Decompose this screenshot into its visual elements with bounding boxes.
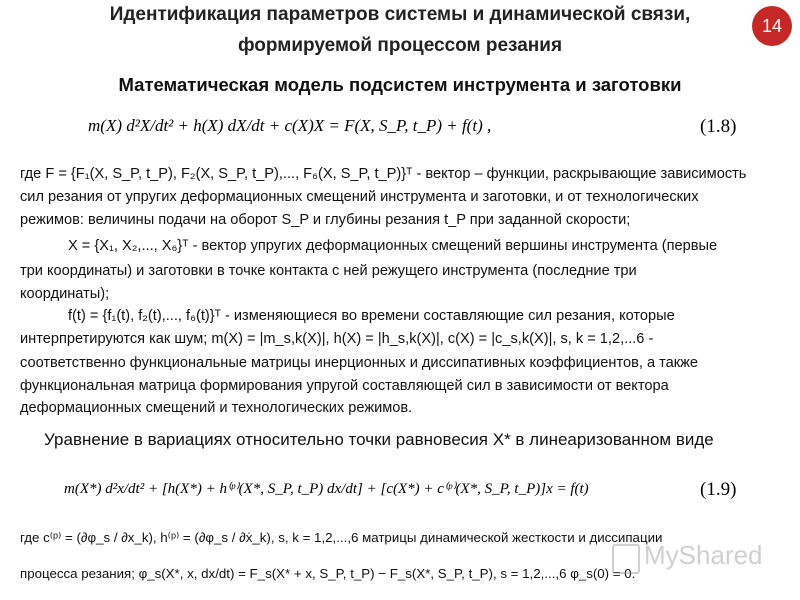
paragraph-3-line-3: соответственно функциональные матрицы инерционных и диссипативных коэффициентов, а также: [20, 355, 699, 371]
page-number-badge: 14: [752, 6, 792, 46]
footer-line-1: где c⁽ᵖ⁾ = (∂φ_s / ∂x_k), h⁽ᵖ⁾ = (∂φ_s / ∂ẋ_k), s, k = 1,2,...,6 матрицы динамической жесткости и диссипации: [20, 530, 663, 545]
paragraph-3-line-2: интерпретируются как шум; m(X) = |m_s,k(X)|, h(X) = |h_s,k(X)|, c(X) = |c_s,k(X)|, s, k = 1,2,...6 -: [20, 331, 654, 347]
equation-1-8-number: (1.8): [700, 116, 737, 137]
paragraph-1-line-3: режимов: величины подачи на оборот S_P и глубины резания t_P при заданной скорости;: [20, 212, 631, 228]
paragraph-2-line-3: координаты);: [20, 286, 110, 302]
equation-1-9-number: (1.9): [700, 479, 737, 500]
slide-title-line-2: формируемой процессом резания: [237, 35, 563, 56]
paragraph-3-line-4: функциональная матрица формирования упругой составляющей сил в зависимости от вектора: [20, 378, 669, 394]
footer-line-2: процесса резания; φ_s(X*, x, dx/dt) = F_s(X* + x, S_P, t_P) − F_s(X*, S_P, t_P), s = 1,2,...,6 φ_s(0) = 0.: [20, 566, 636, 581]
equation-1-9: m(X*) d²x/dt² + [h(X*) + h⁽ᵖ⁾(X*, S_P, t_P) dx/dt] + [c(X*) + c⁽ᵖ⁾(X*, S_P, t_P)]x = f(t): [64, 481, 589, 497]
section-2-heading: Уравнение в вариациях относительно точки равновесия X* в линеаризованном виде: [44, 430, 714, 449]
paragraph-1-line-2: сил резания от упругих деформационных смещений инструмента и заготовки, и от технологических: [20, 189, 699, 205]
paragraph-2-line-1: X = {X₁, X₂,..., X₆}ᵀ - вектор упругих деформационных смещений вершины инструмента (первые: [68, 238, 718, 254]
equation-1-8: m(X) d²X/dt² + h(X) dX/dt + c(X)X = F(X, S_P, t_P) + f(t) ,: [88, 116, 492, 135]
paragraph-1-line-1: где F = {F₁(X, S_P, t_P), F₂(X, S_P, t_P),..., F₆(X, S_P, t_P)}ᵀ - вектор – функции, раскрывающие зависимость: [20, 166, 747, 182]
watermark: [612, 540, 782, 574]
slide-title-line-1: Идентификация параметров системы и динамической связи,: [109, 4, 691, 25]
presentation-icon: [612, 544, 640, 574]
paragraph-2-line-2: три координаты) и заготовки в точке контакта с ней режущего инструмента (последние три: [20, 263, 637, 279]
watermark-text: MyShared: [644, 540, 763, 570]
paragraph-3-line-5: деформационных смещений и технологических режимов.: [20, 400, 413, 416]
section-subtitle: Математическая модель подсистем инструмента и заготовки: [118, 74, 682, 95]
paragraph-3-line-1: f(t) = {f₁(t), f₂(t),..., f₆(t)}ᵀ - изменяющиеся во времени составляющие сил резания, которые: [68, 308, 675, 324]
